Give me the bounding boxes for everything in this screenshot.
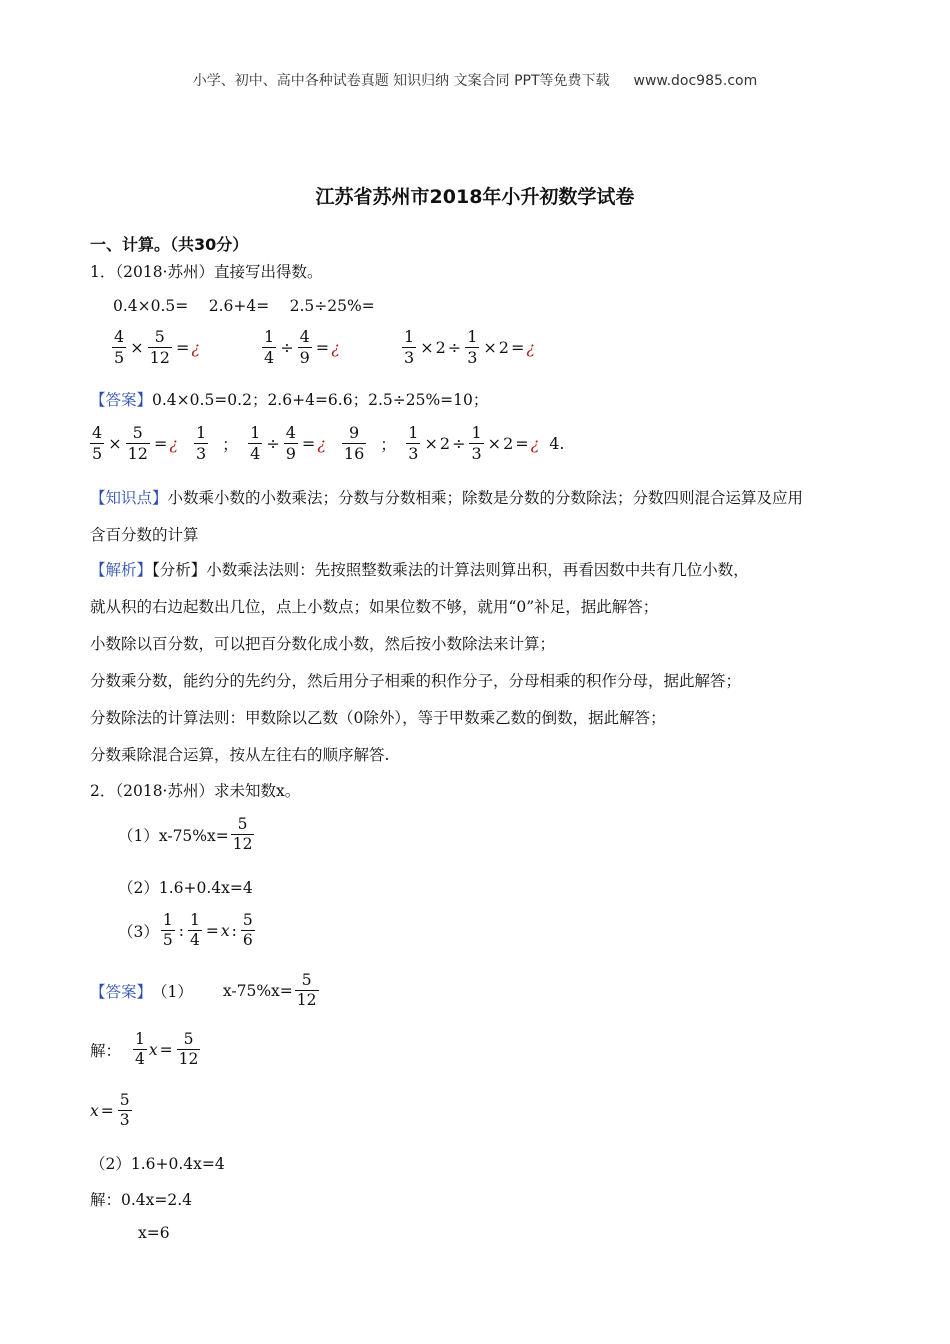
page-title: 江苏省苏州市2018年小升初数学试卷 [315,186,635,208]
knowledge-tag: 【知识点】 [90,489,168,507]
question-1-analysis-line5: 分数除法的计算法则：甲数除以乙数（0除外），等于甲数乘乙数的倒数，据此解答； [90,709,666,727]
analysis-tag: 【解析】 [90,561,153,579]
question-2-answer-part-2-step2: x=6 [138,1224,170,1242]
question-2-answer-part-2-step1: 解：0.4x=2.4 [90,1191,193,1209]
answer-tag: 【答案】 [90,391,153,409]
question-2-answer-part-2: （2）1.6+0.4x=4 [90,1155,225,1173]
question-1-stem: 1．（2018·苏州）直接写出得数。 [90,263,323,281]
question-1-analysis-line1: 【解析】【分析】小数乘法法则：先按照整数乘法的计算法则算出积，再看因数中共有几位小数， [90,561,749,579]
question-1-fraction-c: $\frac{1}{3}$ × 2 ÷ $\frac{1}{3}$ × 2 = ¿ [404,327,535,367]
section-heading: 一、计算。（共30分） [90,235,249,254]
question-1-answer: 【答案】0.4×0.5=0.2；2.6+4=6.6；2.5÷25%=10； [90,391,489,409]
question-2-answer-step2: x = $\frac{5}{3}$ [90,1091,130,1130]
question-1-knowledge: 【知识点】小数乘小数的小数乘法；分数与分数相乘；除数是分数的分数除法；分数四则混合运算及应用 [90,489,804,507]
question-2-part-1: （1）x-75%x= $\frac{5}{12}$ [118,815,253,854]
question-2-answer: 【答案】 （1） x-75%x= $\frac{5}{12}$ [90,971,317,1010]
question-1-knowledge-cont: 含百分数的计算 [90,526,199,544]
header-text: 小学、初中、高中各种试卷真题 知识归纳 文案合同 PPT等免费下载 [192,73,610,89]
question-2-answer-step1: 解： $\frac{1}{4}$ x = $\frac{5}{12}$ [90,1030,199,1069]
header-site: www.doc985.com [633,73,758,89]
question-1-line1: 0.4×0.5= 2.6+4= 2.5÷25%= [113,297,375,315]
question-1-analysis-line6: 分数乘除混合运算，按从左往右的顺序解答. [90,746,390,764]
question-1-analysis-line2: 就从积的右边起数出几位，点上小数点；如果位数不够，就用“0”补足，据此解答； [90,598,659,616]
question-1-analysis-line4: 分数乘分数，能约分的先约分，然后用分子相乘的积作分子，分母相乘的积作分母，据此解答； [90,672,742,690]
question-2-part-3: （3） $\frac{1}{5}$ : $\frac{1}{4}$ = x : $\frac{5}{6}$ [118,911,253,950]
question-2-part-2: （2）1.6+0.4x=4 [118,879,253,897]
question-1-fraction-a: $\frac{4}{5}$ × $\frac{5}{12}$ = ¿ [114,327,200,367]
question-1-analysis-line3: 小数除以百分数，可以把百分数化成小数，然后按小数除法来计算； [90,635,556,653]
page-header [0,70,950,90]
answer-tag-2: 【答案】 [90,982,153,1001]
question-1-answer-fractions: $\frac{4}{5}$ × $\frac{5}{12}$ = ¿ $\frac{1}{3}$ ； $\frac{1}{4}$ ÷ $\frac{4}{9}$ = ¿ $\frac{9}{16}$ ； $\frac{1}{3}$ × 2 ÷ $\frac{1}{3}$ × 2 = ¿ 4. [92,423,565,463]
question-1-fraction-b: $\frac{1}{4}$ ÷ $\frac{4}{9}$ = ¿ [264,327,340,367]
question-2-stem: 2．（2018·苏州）求未知数x。 [90,782,301,800]
